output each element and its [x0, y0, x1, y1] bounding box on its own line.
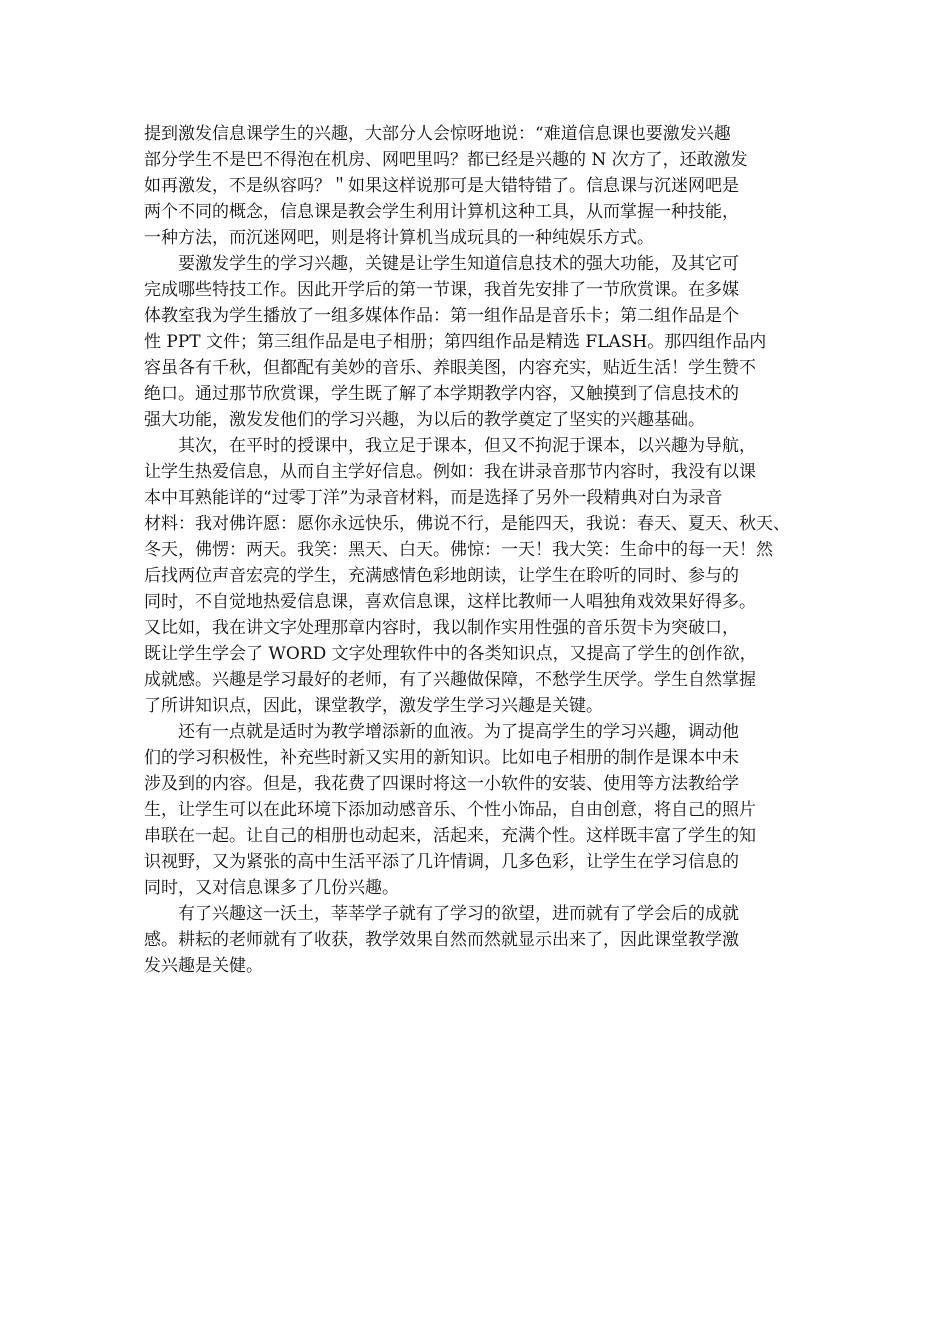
text-line: 生，让学生可以在此环境下添加动感音乐、个性小饰品，自由创意，将自己的照片 — [144, 800, 756, 820]
text-line: 部分学生不是巴不得泡在机房、网吧里吗？都已经是兴趣的 N 次方了，还敢激发 — [144, 150, 748, 170]
text-line: 后找两位声音宏亮的学生，充满感情色彩地朗读，让学生在聆听的同时、参与的 — [144, 566, 739, 586]
text-line: 提到激发信息课学生的兴趣，大部分人会惊呀地说：“难道信息课也要激发兴趣 — [144, 124, 731, 144]
paragraph-4 — [144, 719, 812, 901]
text-line: 完成哪些特技工作。因此开学后的第一节课，我首先安排了一节欣赏课。在多媒 — [144, 280, 739, 300]
text-line: 又比如，我在讲文字处理那章内容时，我以制作实用性强的音乐贺卡为突破口， — [144, 618, 739, 638]
text-line: 体教室我为学生播放了一组多媒体作品：第一组作品是音乐卡；第二组作品是个 — [144, 306, 739, 326]
text-line: 性 PPT 文件；第三组作品是电子相册；第四组作品是精选 FLASH。那四组作品内 — [144, 332, 767, 352]
text-line: 成就感。兴趣是学习最好的老师，有了兴趣做保障，不愁学生厌学。学生自然掌握 — [144, 670, 756, 690]
text-line: 了所讲知识点，因此，课堂教学，激发学生学习兴趣是关键。 — [144, 696, 603, 716]
text-line: 强大功能，激发发他们的学习兴趣，为以后的教学奠定了坚实的兴趣基础。 — [144, 410, 705, 430]
text-line: 串联在一起。让自己的相册也动起来，活起来，充满个性。这样既丰富了学生的知 — [144, 826, 756, 846]
text-line: 如再激发，不是纵容吗？＂如果这样说那可是大错特错了。信息课与沉迷网吧是 — [144, 176, 739, 196]
paragraph-1 — [144, 121, 812, 251]
text-line: 涉及到的内容。但是，我花费了四课时将这一小软件的安装、使用等方法教给学 — [144, 774, 739, 794]
text-line: 容虽各有千秋，但都配有美妙的音乐、养眼美图，内容充实，贴近生活！学生赞不 — [144, 358, 756, 378]
text-line: 还有一点就是适时为教学增添新的血液。为了提高学生的学习兴趣，调动他 — [144, 722, 739, 742]
text-line: 绝口。通过那节欣赏课，学生既了解了本学期教学内容，又触摸到了信息技术的 — [144, 384, 739, 404]
paragraph-3 — [144, 433, 812, 719]
text-line: 们的学习积极性，补充些时新又实用的新知识。比如电子相册的制作是课本中未 — [144, 748, 739, 768]
text-line: 材料：我对佛许愿：愿你永远快乐，佛说不行，是能四天，我说：春天、夏天、秋天、 — [144, 514, 790, 534]
text-line: 感。耕耘的老师就有了收获，教学效果自然而然就显示出来了，因此课堂教学激 — [144, 930, 739, 950]
text-line: 两个不同的概念，信息课是教会学生利用计算机这种工具，从而掌握一种技能， — [144, 202, 739, 222]
text-line: 一种方法，而沉迷网吧，则是将计算机当成玩具的一种纯娱乐方式。 — [144, 228, 654, 248]
text-line: 冬天，佛愣：两天。我笑：黑天、白天。佛惊：一天！我大笑：生命中的每一天！然 — [144, 540, 773, 560]
text-line: 让学生热爱信息，从而自主学好信息。例如：我在讲录音那节内容时，我没有以课 — [144, 462, 756, 482]
text-line: 同时，不自觉地热爱信息课，喜欢信息课，这样比教师一人唱独角戏效果好得多。 — [144, 592, 756, 612]
paragraph-2 — [144, 251, 812, 433]
text-line: 发兴趣是关健。 — [144, 956, 263, 976]
text-line: 要激发学生的学习兴趣，关键是让学生知道信息技术的强大功能，及其它可 — [144, 254, 739, 274]
text-line: 本中耳熟能详的“过零丁洋”为录音材料，而是选择了另外一段精典对白为录音 — [144, 488, 723, 508]
text-line: 有了兴趣这一沃土，莘莘学子就有了学习的欲望，进而就有了学会后的成就 — [144, 904, 739, 924]
text-line: 识视野，又为紧张的高中生活平添了几许情调，几多色彩，让学生在学习信息的 — [144, 852, 739, 872]
document-body — [144, 121, 812, 979]
text-line: 其次，在平时的授课中，我立足于课本，但又不拘泥于课本，以兴趣为导航， — [144, 436, 756, 456]
text-line: 既让学生学会了 WORD 文字处理软件中的各类知识点，又提高了学生的创作欲， — [144, 644, 757, 664]
text-line: 同时，又对信息课多了几份兴趣。 — [144, 878, 399, 898]
paragraph-5 — [144, 901, 812, 979]
